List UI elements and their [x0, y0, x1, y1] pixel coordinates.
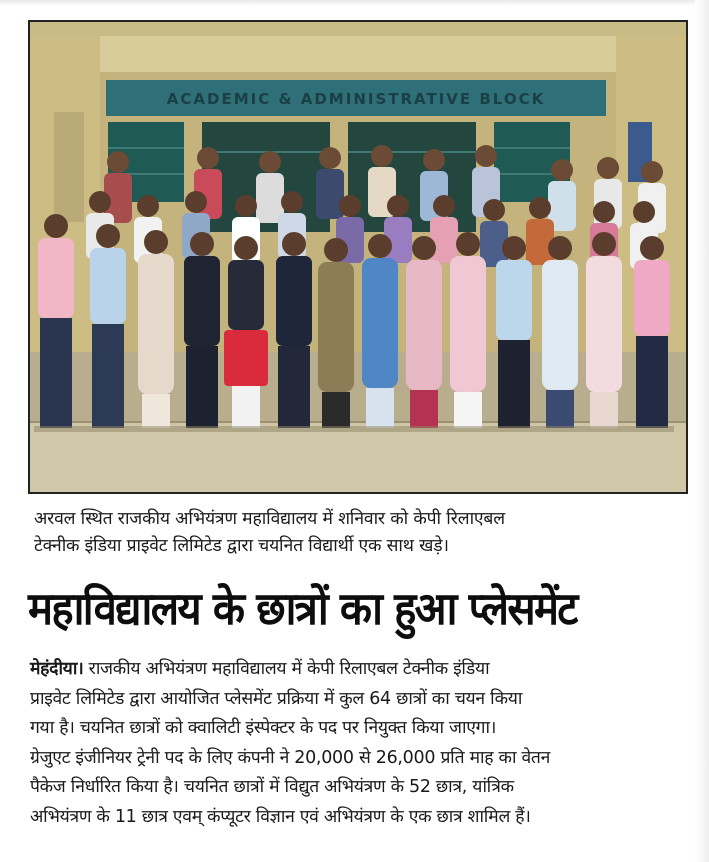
- feet-shadow: [34, 426, 674, 432]
- body-line: गया है। चयनित छात्रों को क्वालिटी इंस्पेक्टर के पद पर नियुक्त किया जाएगा।: [30, 718, 497, 738]
- body-line: प्राइवेट लिमिटेड द्वारा आयोजित प्लेसमेंट प्रक्रिया में कुल 64 छात्रों का चयन किया: [30, 688, 523, 709]
- dateline: मेहंदीया।: [30, 659, 84, 679]
- caption-line: टेक्नीक इंडिया प्राइवेट लिमिटेड द्वारा चयनित विद्यार्थी एक साथ खड़े।: [34, 536, 449, 556]
- article-headline: महाविद्यालय के छात्रों का हुआ प्लेसमेंट: [28, 582, 577, 635]
- page-edge-shadow: [0, 0, 709, 6]
- article-body: [30, 655, 690, 832]
- page-edge-right: [695, 0, 709, 862]
- body-line-first-rest: राजकीय अभियंत्रण महाविद्यालय में केपी रिलाएबल टेक्नीक इंडिया: [83, 659, 490, 679]
- courtyard: [30, 422, 686, 492]
- door-right: [348, 122, 476, 232]
- body-line-first: [30, 655, 690, 685]
- body-line: अभियंत्रण के 11 छात्र एवम् कंप्यूटर विज्ञान एवं अभियंत्रण के एक छात्र शामिल हैं।: [30, 806, 531, 827]
- group-photo: [28, 20, 688, 494]
- banner-text: ACADEMIC & ADMINISTRATIVE BLOCK: [166, 90, 546, 108]
- wall-board: [54, 112, 84, 222]
- group-photo-illustration: [30, 22, 686, 492]
- ceiling-beam: [30, 22, 686, 36]
- body-line: ग्रेजुएट इंजीनियर ट्रेनी पद के लिए कंपनी ने 20,000 से 26,000 प्रति माह का वेतन: [30, 747, 550, 768]
- caption-line: अरवल स्थित राजकीय अभियंत्रण महाविद्यालय में शनिवार को केपी रिलाएबल: [34, 509, 505, 529]
- body-line: पैकेज निर्धारित किया है। चयनित छात्रों में विद्युत अभियंत्रण के 52 छात्र, यांत्रिक: [30, 777, 514, 797]
- photo-caption: [34, 506, 684, 560]
